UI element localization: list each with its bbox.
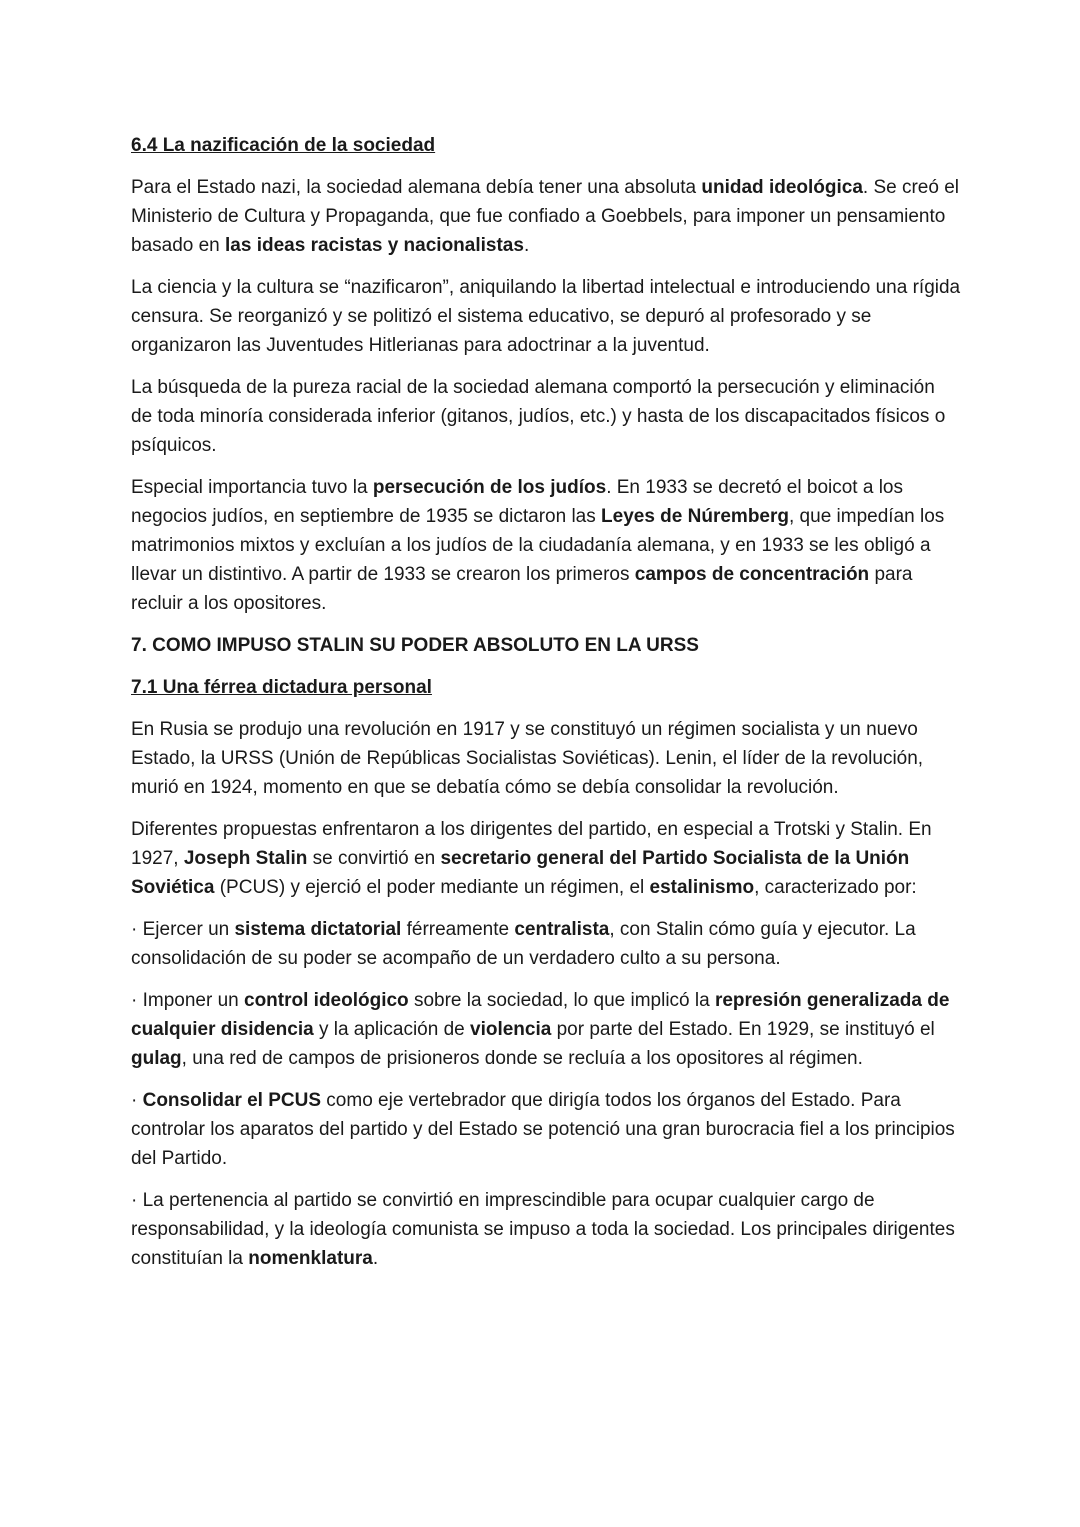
text-run: férreamente bbox=[401, 919, 515, 940]
text-run: (PCUS) y ejerció el poder mediante un régimen, el bbox=[214, 877, 650, 898]
bold-text: violencia bbox=[470, 1019, 552, 1040]
bold-text: Leyes de Núremberg bbox=[601, 506, 789, 527]
bold-text: gulag bbox=[131, 1048, 182, 1069]
text-run: · La pertenencia al partido se convirtió en imprescindible para ocupar cualquier cargo de responsabilidad, y la ideología comunista se impuso a toda la sociedad. Los principales dirigentes constituían la bbox=[131, 1190, 955, 1269]
bold-text: represión generalizada de cualquier disidencia bbox=[131, 990, 950, 1040]
bold-text: control ideológico bbox=[244, 990, 409, 1011]
text-run: . bbox=[523, 235, 530, 256]
text-run: La búsqueda de la pureza racial de la sociedad alemana comportó la persecución y eliminación de toda minoría considerada inferior (gitanos, judíos, etc.) y hasta de los discapacitados físicos o psíquicos. bbox=[131, 377, 946, 456]
bullet-paragraph bbox=[131, 986, 961, 1073]
text-run: sobre la sociedad, lo que implicó la bbox=[408, 990, 715, 1011]
section-6-4-heading: 6.4 La nazificación de la sociedad bbox=[131, 135, 436, 156]
text-run: . Se creó el Ministerio de Cultura y Propaganda, que fue confiado a Goebbels, para imponer un pensamiento basado en bbox=[131, 177, 960, 256]
text-run: se convirtió en bbox=[307, 848, 441, 869]
bold-text: nomenklatura bbox=[248, 1248, 373, 1269]
paragraph bbox=[131, 173, 961, 260]
section-7-heading: 7. COMO IMPUSO STALIN SU PODER ABSOLUTO EN LA URSS bbox=[131, 635, 699, 656]
bullet-paragraph bbox=[131, 915, 961, 973]
bold-text: las ideas racistas y nacionalistas bbox=[225, 235, 524, 256]
bold-text: persecución de los judíos bbox=[372, 477, 607, 498]
document-page bbox=[131, 131, 961, 1286]
section-7-1-heading: 7.1 Una férrea dictadura personal bbox=[131, 677, 432, 698]
bold-text: campos de concentración bbox=[634, 564, 870, 585]
text-run: , caracterizado por: bbox=[754, 877, 917, 898]
text-run: , con Stalin cómo guía y ejecutor. La consolidación de su poder se acompaño de un verdadero culto a su persona. bbox=[131, 919, 916, 969]
paragraph bbox=[131, 373, 961, 460]
text-run: · bbox=[131, 1090, 143, 1111]
bold-text: sistema dictatorial bbox=[234, 919, 402, 940]
bold-text: Consolidar el PCUS bbox=[142, 1090, 322, 1111]
text-run: Diferentes propuestas enfrentaron a los dirigentes del partido, en especial a Trotski y Stalin. En 1927, bbox=[131, 819, 932, 869]
text-run: En Rusia se produjo una revolución en 1917 y se constituyó un régimen socialista y un nuevo Estado, la URSS (Unión de Repúblicas Socialistas Soviéticas). Lenin, el líder de la revolución, murió en 1924, momento en que se debatía cómo se debía consolidar la revolución. bbox=[131, 719, 924, 798]
bullet-paragraph bbox=[131, 1086, 961, 1173]
bold-text: unidad ideológica bbox=[701, 177, 863, 198]
text-run: · Imponer un bbox=[131, 990, 244, 1011]
paragraph bbox=[131, 715, 961, 802]
text-run: y la aplicación de bbox=[313, 1019, 470, 1040]
bullet-paragraph bbox=[131, 1186, 961, 1273]
bold-text: estalinismo bbox=[649, 877, 755, 898]
bold-text: Joseph Stalin bbox=[183, 848, 308, 869]
text-run: . En 1933 se decretó el boicot a los negocios judíos, en septiembre de 1935 se dictaron las bbox=[131, 477, 903, 527]
text-run: Para el Estado nazi, la sociedad alemana debía tener una absoluta bbox=[131, 177, 702, 198]
text-run: . bbox=[372, 1248, 379, 1269]
text-run: como eje vertebrador que dirigía todos los órganos del Estado. Para controlar los aparatos del partido y del Estado se potenció una gran burocracia fiel a los principios del Partido. bbox=[131, 1090, 955, 1169]
bold-text: centralista bbox=[514, 919, 610, 940]
text-run: , una red de campos de prisioneros donde se recluía a los opositores al régimen. bbox=[181, 1048, 863, 1069]
text-run: Especial importancia tuvo la bbox=[131, 477, 373, 498]
paragraph bbox=[131, 273, 961, 360]
text-run: · Ejercer un bbox=[131, 919, 235, 940]
text-run: por parte del Estado. En 1929, se instituyó el bbox=[551, 1019, 935, 1040]
paragraph bbox=[131, 815, 961, 902]
paragraph bbox=[131, 473, 961, 618]
bold-text: secretario general del Partido Socialista de la Unión Soviética bbox=[131, 848, 910, 898]
text-run: , que impedían los matrimonios mixtos y excluían a los judíos de la ciudadanía alemana, y en 1933 se les obligó a llevar un distintivo. A partir de 1933 se crearon los primeros bbox=[131, 506, 945, 585]
text-run: para recluir a los opositores. bbox=[131, 564, 913, 614]
text-run: La ciencia y la cultura se “nazificaron”, aniquilando la libertad intelectual e introduciendo una rígida censura. Se reorganizó y se politizó el sistema educativo, se depuró al profesorado y se organizaron las Juventudes Hitlerianas para adoctrinar a la juventud. bbox=[131, 277, 961, 356]
